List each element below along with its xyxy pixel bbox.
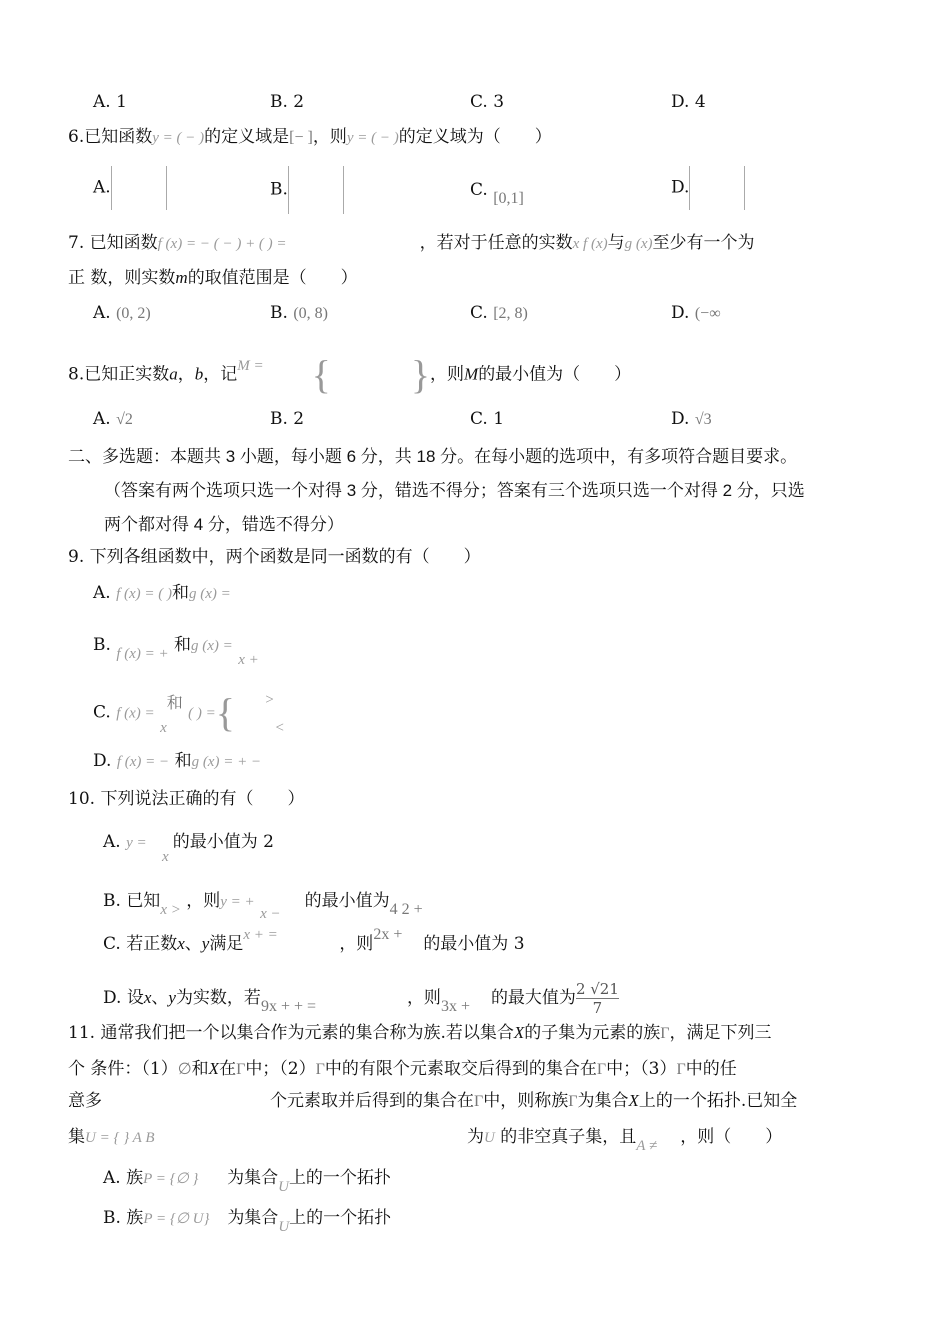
q6-number: 6. <box>68 127 85 147</box>
text: 在 <box>219 1059 237 1079</box>
text: 为集合 <box>577 1091 629 1111</box>
q9-option-c <box>93 690 285 736</box>
label: A. <box>93 303 111 323</box>
section-note-line2: 两个都对得 4 分，错选不得分） <box>104 515 344 534</box>
text: 的最小值为 2 <box>172 832 274 852</box>
text: 为 <box>467 1127 484 1147</box>
variable: U <box>484 1130 495 1146</box>
q11-option-b <box>103 1206 392 1235</box>
math: g (x) = <box>189 586 231 602</box>
math: g (x) = <box>191 638 233 654</box>
math: x f (x) <box>572 236 608 252</box>
math: 4 2 + <box>389 901 423 918</box>
q8-option-a <box>93 407 133 432</box>
text: 设 <box>126 988 144 1008</box>
text: 的取值范围是（ ） <box>187 268 358 288</box>
q5-option-d: D. 4 <box>671 92 706 112</box>
gamma-symbol: Γ <box>596 1061 607 1078</box>
interval-value: [2, 8) <box>493 305 528 322</box>
text: ，满足下列三 <box>669 1023 772 1043</box>
q7-stem-line2 <box>68 266 358 290</box>
gamma-symbol: Γ <box>660 1025 670 1042</box>
label: C. <box>93 702 111 723</box>
q11-option-a <box>103 1166 391 1195</box>
label: A. <box>93 177 111 198</box>
label: C. <box>470 180 488 200</box>
text: 和 <box>174 751 192 771</box>
text: 和 <box>191 1059 209 1079</box>
q8-option-d <box>671 407 712 432</box>
text: 已知函数 <box>84 127 153 147</box>
q10-option-d <box>103 980 619 1017</box>
text: 和 <box>174 635 192 655</box>
math: P = {∅ } <box>143 1171 199 1187</box>
math: f (x) = − ( − ) + ( ) = <box>157 236 287 252</box>
text: 的非空真子集，且 <box>500 1127 637 1147</box>
q8-number: 8. <box>68 364 85 385</box>
text: 上的一个拓扑 <box>289 1208 392 1228</box>
variable: M <box>464 364 479 384</box>
label: A. <box>103 832 121 852</box>
label: B. <box>93 635 111 655</box>
text: 11. 通常我们把一个以集合作为元素的集合称为族.若以集合 <box>68 1023 514 1043</box>
text: ，若对于任意的实数 <box>419 233 573 253</box>
text: 的最小值为 3 <box>423 934 525 954</box>
gamma-symbol: Γ <box>474 1093 484 1110</box>
q5-option-c: C. 3 <box>470 92 505 112</box>
q7-stem-line1 <box>68 231 755 256</box>
label: D. <box>671 303 690 323</box>
q6-option-d <box>671 166 745 210</box>
text: 上的一个拓扑.已知全 <box>638 1091 798 1111</box>
text: 、 <box>151 988 169 1008</box>
text: 已知正实数 <box>84 364 170 385</box>
q11-line1 <box>68 1021 771 1046</box>
math: y = ( − ) <box>152 130 205 146</box>
text: 的子集为元素的族 <box>524 1023 661 1043</box>
gamma-symbol: Γ <box>568 1093 578 1110</box>
text: ，则（ ） <box>680 1127 783 1147</box>
q6-option-a <box>93 166 167 210</box>
text: 和 <box>166 694 183 712</box>
piecewise-brace: { <box>215 690 235 735</box>
text: 中的任 <box>685 1059 737 1079</box>
label: B. <box>103 891 121 911</box>
variable: x <box>143 988 152 1007</box>
gamma-symbol: Γ <box>676 1061 686 1078</box>
math: y = ( − ) <box>346 130 399 146</box>
label: B. <box>270 179 288 200</box>
math: x > <box>160 902 181 918</box>
label: D. <box>671 409 690 429</box>
text: 集 <box>68 1127 85 1147</box>
math: ( ) = <box>188 705 216 722</box>
variable: U <box>278 1219 290 1235</box>
label: A. 族 <box>103 1168 144 1188</box>
q5-option-b: B. 2 <box>270 92 305 112</box>
text: ，则 <box>312 127 347 147</box>
gamma-symbol: Γ <box>315 1061 325 1078</box>
label: A. <box>93 409 111 429</box>
q8-option-c: C. 1 <box>470 409 505 429</box>
text: 中的有限个元素取交后得到的集合在 <box>324 1059 597 1079</box>
variable: a <box>169 364 178 384</box>
text: 个元素取并后得到的集合在 <box>270 1091 474 1111</box>
q7-option-a <box>93 301 151 326</box>
q8-option-b: B. 2 <box>270 409 305 429</box>
variable: X <box>208 1059 220 1078</box>
text: 和 <box>172 583 190 603</box>
variable: b <box>194 364 204 384</box>
text: 为集合 <box>227 1168 279 1188</box>
q6-stem <box>68 125 552 150</box>
text: 满足 <box>209 934 244 954</box>
q6-option-c <box>470 178 524 207</box>
q7-number: 7. <box>68 233 85 253</box>
text: 若正数 <box>126 934 178 954</box>
text: ，记 <box>203 364 238 385</box>
label: D. <box>671 177 690 198</box>
q7-option-d <box>671 301 721 326</box>
text: ，则 <box>430 364 465 385</box>
q10-option-c <box>103 926 525 957</box>
math: M = <box>237 357 264 374</box>
math: f (x) = + <box>116 646 169 662</box>
text: 上的一个拓扑 <box>288 1168 391 1188</box>
text: 意多 <box>68 1091 102 1111</box>
label: C. <box>470 303 488 323</box>
section-heading: 二、多选题：本题共 3 小题，每小题 6 分，共 18 分。在每小题的选项中，有多项符合题目要求。 <box>68 447 798 466</box>
q11-line4 <box>68 1125 783 1154</box>
text: 的最小值为 <box>304 891 390 911</box>
variable: U <box>278 1179 289 1195</box>
q10-option-b <box>103 889 423 922</box>
gamma-symbol: Γ <box>236 1061 246 1078</box>
math: f (x) = <box>116 705 155 722</box>
q9-stem: 9. 下列各组函数中，两个函数是同一函数的有（ ） <box>68 547 481 567</box>
math: 2x + <box>373 926 403 943</box>
fraction-denominator: x − <box>260 906 281 922</box>
text: 中；（2） <box>245 1059 316 1079</box>
text: 至少有一个为 <box>652 233 755 253</box>
label: B. 族 <box>103 1208 144 1228</box>
text: 个 条件：（1） <box>68 1059 178 1079</box>
section-note-line1: （答案有两个选项只选一个对得 3 分，错选不得分；答案有三个选项只选一个对得 2 分，只选 <box>104 481 805 500</box>
brace-left: { <box>311 352 331 397</box>
label: C. <box>103 934 121 954</box>
interval-value: (−∞ <box>694 305 721 322</box>
text: 为实数，若 <box>175 988 261 1008</box>
case-condition: > <box>264 691 275 708</box>
label: B. <box>270 303 288 323</box>
fraction-numerator: 2 √21 <box>575 980 619 998</box>
variable: x <box>177 934 185 953</box>
variable: m <box>175 268 188 287</box>
interval-bracket <box>111 166 167 210</box>
variable: X <box>628 1091 639 1110</box>
text: 的定义域为（ ） <box>398 127 552 147</box>
value: √2 <box>116 411 133 428</box>
brace-right: } <box>410 352 431 397</box>
q6-option-b <box>270 166 344 214</box>
text: ，则 <box>186 891 221 911</box>
fraction-denominator: x <box>160 719 167 736</box>
interval-value: (0, 8) <box>293 305 328 322</box>
label: A. <box>93 583 111 603</box>
math: x + = <box>243 927 278 943</box>
interval-value: [0,1] <box>493 190 524 207</box>
math: [− ] <box>289 129 313 146</box>
math: 3x + <box>440 998 470 1015</box>
text: 中；（3） <box>606 1059 677 1079</box>
text: ，则 <box>339 934 374 954</box>
math: y = <box>126 835 147 851</box>
q7-option-c <box>470 301 528 326</box>
label: D. <box>93 751 112 771</box>
math: U = { } A B <box>85 1130 155 1146</box>
math: g (x) <box>624 236 653 252</box>
text: 中，则称族 <box>483 1091 569 1111</box>
variable: y <box>168 988 176 1007</box>
q11-line3 <box>68 1089 797 1114</box>
fraction-denominator: 7 <box>592 999 603 1017</box>
q11-line2 <box>68 1057 737 1082</box>
fraction-denominator: x + <box>238 652 259 668</box>
text: ，则 <box>406 988 441 1008</box>
variable: y <box>201 934 210 953</box>
text: 与 <box>607 233 625 253</box>
text: 的最小值为（ ） <box>478 364 632 385</box>
q9-option-a <box>93 581 231 606</box>
value: √3 <box>694 411 712 428</box>
text: 已知函数 <box>89 233 158 253</box>
q5-option-a: A. 1 <box>93 92 127 112</box>
interval-bracket <box>689 166 745 210</box>
q10-option-a <box>103 830 274 865</box>
text: 已知 <box>126 891 161 911</box>
text: 的最大值为 <box>490 988 576 1008</box>
math: f (x) = − <box>116 754 170 770</box>
interval-bracket <box>288 166 344 214</box>
math: 9x + + = <box>260 998 317 1015</box>
text: 、 <box>184 934 202 954</box>
empty-set-symbol: ∅ <box>177 1061 192 1078</box>
q9-option-d <box>93 749 261 774</box>
text: 正 数，则实数 <box>68 268 176 288</box>
math: P = {∅ U} <box>143 1211 210 1227</box>
interval-value: (0, 2) <box>116 305 151 322</box>
variable: X <box>513 1023 525 1042</box>
math: f (x) = ( ) <box>116 586 173 602</box>
q8-stem: 8.已知正实数a，b，记M = { }，则M的最小值为（ ） <box>68 352 632 397</box>
q7-option-b <box>270 301 328 326</box>
q9-option-b <box>93 633 259 668</box>
text: 为集合 <box>227 1208 279 1228</box>
label: D. <box>103 988 122 1008</box>
text: 的定义域是 <box>204 127 290 147</box>
math: y = + <box>220 894 255 910</box>
case-condition: < <box>274 719 285 736</box>
fraction-denominator: x <box>162 849 169 865</box>
math: A ≠ <box>636 1138 658 1154</box>
fraction <box>576 980 619 1017</box>
math: g (x) = + − <box>191 754 262 770</box>
q10-stem: 10. 下列说法正确的有（ ） <box>68 789 305 809</box>
